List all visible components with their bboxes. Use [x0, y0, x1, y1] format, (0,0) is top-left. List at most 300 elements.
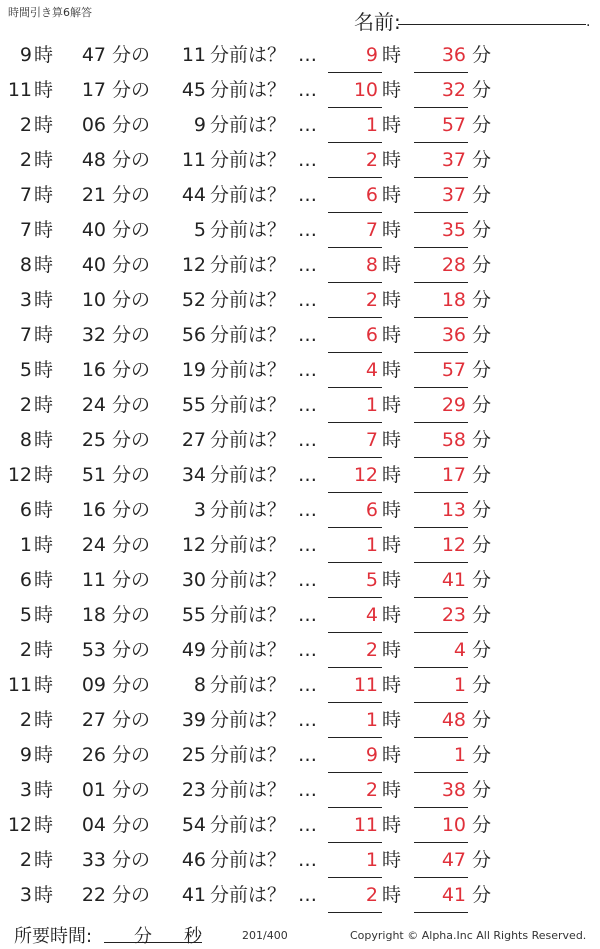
answer-minute-unit: 分 — [472, 814, 492, 836]
answer-hour-unit: 時 — [382, 289, 402, 311]
answer-minute: 1 — [453, 744, 466, 766]
name-field-line[interactable] — [398, 24, 586, 25]
problem-hour: 9 — [19, 44, 32, 66]
problem-minute: 18 — [81, 604, 106, 626]
answer-minute: 37 — [441, 184, 466, 206]
problem-hour: 6 — [19, 569, 32, 591]
problem-row — [0, 528, 600, 563]
problem-hour: 2 — [19, 394, 32, 416]
answer-hour: 2 — [365, 149, 378, 171]
subtract-minutes: 5 — [193, 219, 206, 241]
minute-of-label: 分の — [112, 149, 151, 171]
hour-unit: 時 — [34, 569, 54, 591]
problem-row — [0, 878, 600, 913]
problem-hour: 3 — [19, 289, 32, 311]
answer-hour: 7 — [365, 429, 378, 451]
problem-row — [0, 808, 600, 843]
answer-minute: 1 — [453, 674, 466, 696]
minutes-before-label: 分前は？ — [210, 534, 287, 556]
problem-row — [0, 353, 600, 388]
hour-unit: 時 — [34, 884, 54, 906]
problem-row — [0, 773, 600, 808]
hour-unit: 時 — [34, 44, 54, 66]
answer-hour-unit: 時 — [382, 184, 402, 206]
ellipsis: … — [298, 114, 317, 136]
hour-unit: 時 — [34, 184, 54, 206]
minute-of-label: 分の — [112, 744, 151, 766]
subtract-minutes: 23 — [181, 779, 206, 801]
answer-hour: 9 — [365, 744, 378, 766]
answer-hour: 2 — [365, 779, 378, 801]
ellipsis: … — [298, 499, 317, 521]
answer-hour-unit: 時 — [382, 569, 402, 591]
problem-minute: 33 — [81, 849, 106, 871]
answer-minute-blank[interactable] — [414, 912, 468, 913]
ellipsis: … — [298, 289, 317, 311]
minutes-before-label: 分前は？ — [210, 569, 287, 591]
answer-hour: 1 — [365, 114, 378, 136]
answer-minute-unit: 分 — [472, 254, 492, 276]
problem-row — [0, 493, 600, 528]
ellipsis: … — [298, 604, 317, 626]
answer-hour-unit: 時 — [382, 114, 402, 136]
answer-hour-unit: 時 — [382, 709, 402, 731]
ellipsis: … — [298, 569, 317, 591]
ellipsis: … — [298, 744, 317, 766]
problem-list — [0, 38, 600, 913]
minute-of-label: 分の — [112, 394, 151, 416]
time-required-label: 所要時間: — [14, 926, 93, 947]
hour-unit: 時 — [34, 604, 54, 626]
problem-row — [0, 388, 600, 423]
answer-hour: 11 — [353, 674, 378, 696]
subtract-minutes: 39 — [181, 709, 206, 731]
problem-row — [0, 73, 600, 108]
subtract-minutes: 12 — [181, 534, 206, 556]
hour-unit: 時 — [34, 499, 54, 521]
answer-hour-unit: 時 — [382, 779, 402, 801]
problem-minute: 16 — [81, 499, 106, 521]
subtract-minutes: 45 — [181, 79, 206, 101]
subtract-minutes: 11 — [181, 44, 206, 66]
problem-minute: 24 — [81, 534, 106, 556]
problem-minute: 04 — [81, 814, 106, 836]
problem-hour: 2 — [19, 639, 32, 661]
answer-minute-unit: 分 — [472, 289, 492, 311]
minute-of-label: 分の — [112, 79, 151, 101]
problem-minute: 09 — [81, 674, 106, 696]
answer-hour: 1 — [365, 394, 378, 416]
subtract-minutes: 44 — [181, 184, 206, 206]
problem-hour: 11 — [7, 674, 32, 696]
minutes-before-label: 分前は？ — [210, 814, 287, 836]
hour-unit: 時 — [34, 359, 54, 381]
minute-of-label: 分の — [112, 534, 151, 556]
problem-minute: 27 — [81, 709, 106, 731]
answer-minute: 57 — [441, 359, 466, 381]
minute-of-label: 分の — [112, 324, 151, 346]
minutes-before-label: 分前は？ — [210, 674, 287, 696]
answer-hour-blank[interactable] — [328, 912, 382, 913]
answer-minute-unit: 分 — [472, 849, 492, 871]
problem-hour: 2 — [19, 149, 32, 171]
answer-minute-unit: 分 — [472, 324, 492, 346]
problem-minute: 16 — [81, 359, 106, 381]
problem-row — [0, 563, 600, 598]
answer-hour: 6 — [365, 499, 378, 521]
problem-hour: 7 — [19, 184, 32, 206]
problem-hour: 3 — [19, 884, 32, 906]
name-dot: . — [586, 14, 591, 30]
subtract-minutes: 11 — [181, 149, 206, 171]
answer-minute: 37 — [441, 149, 466, 171]
answer-minute-unit: 分 — [472, 219, 492, 241]
ellipsis: … — [298, 639, 317, 661]
minutes-before-label: 分前は？ — [210, 254, 287, 276]
minute-of-label: 分の — [112, 289, 151, 311]
minutes-before-label: 分前は？ — [210, 499, 287, 521]
answer-hour-unit: 時 — [382, 254, 402, 276]
hour-unit: 時 — [34, 254, 54, 276]
answer-minute: 47 — [441, 849, 466, 871]
ellipsis: … — [298, 149, 317, 171]
answer-minute: 41 — [441, 569, 466, 591]
ellipsis: … — [298, 709, 317, 731]
answer-hour: 9 — [365, 44, 378, 66]
subtract-minutes: 3 — [193, 499, 206, 521]
problem-minute: 26 — [81, 744, 106, 766]
minutes-before-label: 分前は？ — [210, 149, 287, 171]
subtract-minutes: 12 — [181, 254, 206, 276]
hour-unit: 時 — [34, 534, 54, 556]
answer-hour: 6 — [365, 324, 378, 346]
minutes-before-label: 分前は？ — [210, 464, 287, 486]
answer-hour-unit: 時 — [382, 464, 402, 486]
problem-row — [0, 108, 600, 143]
ellipsis: … — [298, 79, 317, 101]
problem-row — [0, 248, 600, 283]
problem-hour: 3 — [19, 779, 32, 801]
minute-of-label: 分の — [112, 429, 151, 451]
hour-unit: 時 — [34, 814, 54, 836]
subtract-minutes: 52 — [181, 289, 206, 311]
ellipsis: … — [298, 849, 317, 871]
answer-minute-unit: 分 — [472, 744, 492, 766]
ellipsis: … — [298, 324, 317, 346]
problem-hour: 6 — [19, 499, 32, 521]
problem-row — [0, 213, 600, 248]
problem-row — [0, 843, 600, 878]
answer-hour-unit: 時 — [382, 149, 402, 171]
problem-minute: 40 — [81, 254, 106, 276]
minutes-before-label: 分前は？ — [210, 709, 287, 731]
answer-minute-unit: 分 — [472, 569, 492, 591]
problem-hour: 2 — [19, 709, 32, 731]
problem-minute: 25 — [81, 429, 106, 451]
minutes-before-label: 分前は？ — [210, 359, 287, 381]
answer-minute: 12 — [441, 534, 466, 556]
answer-minute: 18 — [441, 289, 466, 311]
hour-unit: 時 — [34, 849, 54, 871]
copyright: Copyright © Alpha.Inc All Rights Reserved. — [350, 929, 587, 942]
minute-of-label: 分の — [112, 464, 151, 486]
minutes-before-label: 分前は？ — [210, 744, 287, 766]
answer-minute: 35 — [441, 219, 466, 241]
minute-of-label: 分の — [112, 604, 151, 626]
hour-unit: 時 — [34, 289, 54, 311]
answer-hour: 2 — [365, 639, 378, 661]
problem-minute: 11 — [81, 569, 106, 591]
minutes-before-label: 分前は？ — [210, 639, 287, 661]
hour-unit: 時 — [34, 674, 54, 696]
answer-hour-unit: 時 — [382, 79, 402, 101]
answer-hour-unit: 時 — [382, 604, 402, 626]
ellipsis: … — [298, 44, 317, 66]
problem-minute: 01 — [81, 779, 106, 801]
answer-minute-unit: 分 — [472, 884, 492, 906]
problem-minute: 17 — [81, 79, 106, 101]
answer-hour-unit: 時 — [382, 639, 402, 661]
hour-unit: 時 — [34, 324, 54, 346]
answer-hour-unit: 時 — [382, 674, 402, 696]
answer-hour: 11 — [353, 814, 378, 836]
minute-of-label: 分の — [112, 499, 151, 521]
answer-minute-unit: 分 — [472, 44, 492, 66]
answer-minute-unit: 分 — [472, 149, 492, 171]
problem-hour: 1 — [19, 534, 32, 556]
answer-hour: 5 — [365, 569, 378, 591]
answer-minute: 48 — [441, 709, 466, 731]
answer-minute-unit: 分 — [472, 709, 492, 731]
problem-hour: 5 — [19, 604, 32, 626]
subtract-minutes: 34 — [181, 464, 206, 486]
answer-hour: 1 — [365, 709, 378, 731]
problem-hour: 8 — [19, 254, 32, 276]
minute-of-label: 分の — [112, 219, 151, 241]
problem-row — [0, 703, 600, 738]
minute-of-label: 分の — [112, 639, 151, 661]
answer-minute-unit: 分 — [472, 604, 492, 626]
answer-hour: 4 — [365, 604, 378, 626]
answer-minute-unit: 分 — [472, 114, 492, 136]
problem-row — [0, 738, 600, 773]
subtract-minutes: 56 — [181, 324, 206, 346]
answer-hour-unit: 時 — [382, 219, 402, 241]
problem-row — [0, 318, 600, 353]
page-number: 201/400 — [242, 929, 288, 942]
answer-minute: 38 — [441, 779, 466, 801]
minutes-label: 分 — [134, 926, 152, 947]
minute-of-label: 分の — [112, 359, 151, 381]
minute-of-label: 分の — [112, 849, 151, 871]
subtract-minutes: 30 — [181, 569, 206, 591]
minute-of-label: 分の — [112, 884, 151, 906]
minutes-before-label: 分前は？ — [210, 324, 287, 346]
answer-minute-unit: 分 — [472, 429, 492, 451]
hour-unit: 時 — [34, 744, 54, 766]
problem-row — [0, 143, 600, 178]
subtract-minutes: 27 — [181, 429, 206, 451]
answer-minute-unit: 分 — [472, 779, 492, 801]
answer-minute-unit: 分 — [472, 639, 492, 661]
minute-of-label: 分の — [112, 569, 151, 591]
subtract-minutes: 9 — [193, 114, 206, 136]
minute-of-label: 分の — [112, 254, 151, 276]
hour-unit: 時 — [34, 79, 54, 101]
ellipsis: … — [298, 429, 317, 451]
hour-unit: 時 — [34, 149, 54, 171]
problem-minute: 47 — [81, 44, 106, 66]
answer-minute-unit: 分 — [472, 184, 492, 206]
minute-of-label: 分の — [112, 184, 151, 206]
hour-unit: 時 — [34, 114, 54, 136]
hour-unit: 時 — [34, 429, 54, 451]
answer-minute-unit: 分 — [472, 79, 492, 101]
subtract-minutes: 41 — [181, 884, 206, 906]
ellipsis: … — [298, 394, 317, 416]
answer-hour: 7 — [365, 219, 378, 241]
answer-minute-unit: 分 — [472, 499, 492, 521]
footer — [0, 920, 600, 949]
minute-of-label: 分の — [112, 114, 151, 136]
answer-minute: 36 — [441, 44, 466, 66]
answer-minute: 23 — [441, 604, 466, 626]
answer-minute: 10 — [441, 814, 466, 836]
ellipsis: … — [298, 184, 317, 206]
subtract-minutes: 8 — [193, 674, 206, 696]
answer-hour: 2 — [365, 289, 378, 311]
minutes-before-label: 分前は？ — [210, 79, 287, 101]
answer-hour: 1 — [365, 534, 378, 556]
hour-unit: 時 — [34, 779, 54, 801]
problem-minute: 06 — [81, 114, 106, 136]
hour-unit: 時 — [34, 394, 54, 416]
problem-hour: 9 — [19, 744, 32, 766]
subtract-minutes: 49 — [181, 639, 206, 661]
hour-unit: 時 — [34, 464, 54, 486]
minutes-before-label: 分前は？ — [210, 184, 287, 206]
answer-hour-unit: 時 — [382, 324, 402, 346]
answer-hour: 4 — [365, 359, 378, 381]
minute-of-label: 分の — [112, 779, 151, 801]
problem-minute: 24 — [81, 394, 106, 416]
problem-hour: 8 — [19, 429, 32, 451]
ellipsis: … — [298, 674, 317, 696]
problem-minute: 21 — [81, 184, 106, 206]
answer-minute: 57 — [441, 114, 466, 136]
problem-hour: 12 — [7, 814, 32, 836]
problem-hour: 7 — [19, 219, 32, 241]
answer-hour: 8 — [365, 254, 378, 276]
seconds-label: 秒 — [184, 926, 202, 947]
problem-minute: 51 — [81, 464, 106, 486]
answer-minute: 28 — [441, 254, 466, 276]
answer-hour-unit: 時 — [382, 359, 402, 381]
answer-hour-unit: 時 — [382, 394, 402, 416]
problem-hour: 5 — [19, 359, 32, 381]
ellipsis: … — [298, 254, 317, 276]
problem-row — [0, 38, 600, 73]
minutes-before-label: 分前は？ — [210, 44, 287, 66]
answer-hour: 10 — [353, 79, 378, 101]
answer-minute-unit: 分 — [472, 394, 492, 416]
minutes-before-label: 分前は？ — [210, 779, 287, 801]
answer-hour: 2 — [365, 884, 378, 906]
problem-hour: 2 — [19, 114, 32, 136]
problem-minute: 48 — [81, 149, 106, 171]
answer-minute: 13 — [441, 499, 466, 521]
answer-hour-unit: 時 — [382, 429, 402, 451]
minute-of-label: 分の — [112, 674, 151, 696]
answer-minute: 41 — [441, 884, 466, 906]
minutes-before-label: 分前は？ — [210, 849, 287, 871]
ellipsis: … — [298, 884, 317, 906]
problem-minute: 22 — [81, 884, 106, 906]
problem-row — [0, 178, 600, 213]
subtract-minutes: 25 — [181, 744, 206, 766]
ellipsis: … — [298, 534, 317, 556]
problem-hour: 2 — [19, 849, 32, 871]
problem-row — [0, 598, 600, 633]
answer-hour-unit: 時 — [382, 499, 402, 521]
ellipsis: … — [298, 464, 317, 486]
answer-minute: 4 — [453, 639, 466, 661]
minutes-before-label: 分前は？ — [210, 604, 287, 626]
hour-unit: 時 — [34, 709, 54, 731]
subtract-minutes: 55 — [181, 604, 206, 626]
answer-minute: 17 — [441, 464, 466, 486]
answer-hour-unit: 時 — [382, 814, 402, 836]
problem-row — [0, 423, 600, 458]
minutes-before-label: 分前は？ — [210, 114, 287, 136]
minutes-before-label: 分前は？ — [210, 219, 287, 241]
answer-minute-unit: 分 — [472, 534, 492, 556]
answer-minute: 58 — [441, 429, 466, 451]
ellipsis: … — [298, 359, 317, 381]
answer-hour-unit: 時 — [382, 884, 402, 906]
answer-hour-unit: 時 — [382, 744, 402, 766]
ellipsis: … — [298, 814, 317, 836]
answer-minute-unit: 分 — [472, 674, 492, 696]
minute-of-label: 分の — [112, 814, 151, 836]
answer-hour-unit: 時 — [382, 849, 402, 871]
subtract-minutes: 46 — [181, 849, 206, 871]
problem-minute: 40 — [81, 219, 106, 241]
problem-row — [0, 283, 600, 318]
answer-hour-unit: 時 — [382, 534, 402, 556]
problem-row — [0, 458, 600, 493]
subtract-minutes: 19 — [181, 359, 206, 381]
problem-row — [0, 633, 600, 668]
ellipsis: … — [298, 219, 317, 241]
minute-of-label: 分の — [112, 709, 151, 731]
problem-row — [0, 668, 600, 703]
subtract-minutes: 54 — [181, 814, 206, 836]
answer-minute-unit: 分 — [472, 464, 492, 486]
minutes-before-label: 分前は？ — [210, 884, 287, 906]
answer-minute-unit: 分 — [472, 359, 492, 381]
hour-unit: 時 — [34, 639, 54, 661]
answer-hour: 1 — [365, 849, 378, 871]
answer-hour-unit: 時 — [382, 44, 402, 66]
answer-hour: 6 — [365, 184, 378, 206]
minutes-before-label: 分前は？ — [210, 429, 287, 451]
subtract-minutes: 55 — [181, 394, 206, 416]
problem-hour: 11 — [7, 79, 32, 101]
name-label: 名前: — [354, 10, 401, 34]
problem-hour: 12 — [7, 464, 32, 486]
problem-minute: 53 — [81, 639, 106, 661]
